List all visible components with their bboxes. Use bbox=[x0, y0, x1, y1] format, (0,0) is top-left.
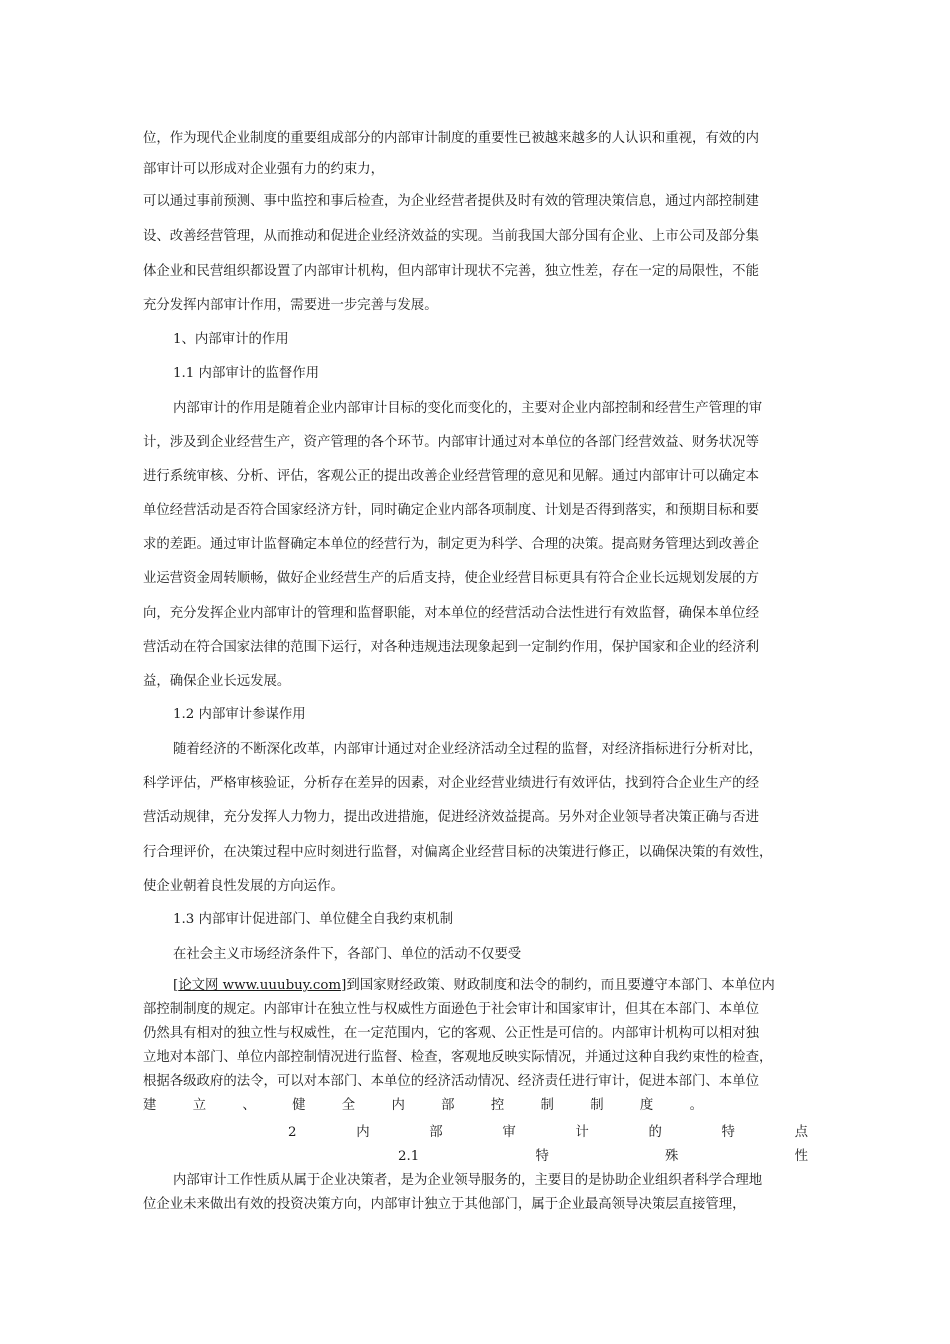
para-1-3-line-4: 仍然具有相对的独立性与权威性，在一定范围内，它的客观、公正性是可信的。内部审计机构可以相对独 bbox=[143, 1026, 759, 1041]
intro-line-5: 体企业和民营组织都设置了内部审计机构，但内部审计现状不完善，独立性差，存在一定的局限性，不能 bbox=[143, 264, 759, 279]
para-1-1-line-5: 求的差距。通过审计监督确定本单位的经营行为，制定更为科学、合理的决策。提高财务管理达到改善企 bbox=[143, 537, 759, 552]
para-1-1-line-1: 内部审计的作用是随着企业内部审计目标的变化而变化的，主要对企业内部控制和经营生产管理的审 bbox=[173, 401, 763, 416]
section-heading-2-1: 2.1特殊性 bbox=[398, 1149, 808, 1164]
section-heading-1-3: 1.3 内部审计促进部门、单位健全自我约束机制 bbox=[173, 912, 453, 927]
para-2-1-line-2: 位企业未来做出有效的投资决策方向，内部审计独立于其他部门，属于企业最高领导决策层直接管理， bbox=[143, 1197, 746, 1212]
para-1-1-line-7: 向，充分发挥企业内部审计的管理和监督职能，对本单位的经营活动合法性进行有效监督，确保本单位经 bbox=[143, 606, 759, 621]
section-heading-1-1: 1.1 内部审计的监督作用 bbox=[173, 366, 320, 381]
intro-line-1: 位，作为现代企业制度的重要组成部分的内部审计制度的重要性已被越来越多的人认识和重视，有效的内 bbox=[143, 131, 759, 146]
para-1-3-link-line bbox=[173, 977, 815, 995]
para-1-1-line-2: 计，涉及到企业经营生产，资产管理的各个环节。内部审计通过对本单位的各部门经营效益、财务状况等 bbox=[143, 435, 759, 450]
para-1-3-line-1: 在社会主义市场经济条件下，各部门、单位的活动不仅要受 bbox=[173, 947, 522, 962]
para-1-1-line-8: 营活动在符合国家法律的范围下运行，对各种违规违法现象起到一定制约作用，保护国家和企业的经济利 bbox=[143, 640, 759, 655]
intro-line-3: 可以通过事前预测、事中监控和事后检查，为企业经营者提供及时有效的管理决策信息，通过内部控制建 bbox=[143, 194, 759, 209]
para-1-2-line-5: 使企业朝着良性发展的方向运作。 bbox=[143, 879, 344, 894]
link-bracket-close: ] bbox=[341, 978, 347, 993]
para-1-3-line-2-text: 到国家财经政策、财政制度和法令的制约，而且要遵守本部门、本单位内 bbox=[346, 978, 775, 993]
para-1-1-line-6: 业运营资金周转顺畅，做好企业经营生产的后盾支持，使企业经营目标更具有符合企业长远规划发展的方 bbox=[143, 571, 759, 586]
para-1-1-line-9: 益，确保企业长远发展。 bbox=[143, 674, 291, 689]
section-heading-1: 1、内部审计的作用 bbox=[173, 332, 289, 347]
para-1-2-line-1: 随着经济的不断深化改革，内部审计通过对企业经济活动全过程的监督，对经济指标进行分析对比， bbox=[173, 742, 763, 757]
para-1-3-line-5: 立地对本部门、单位内部控制情况进行监督、检查，客观地反映实际情况，并通过这种自我约束性的检查， bbox=[143, 1050, 773, 1065]
intro-line-4: 设、改善经营管理，从而推动和促进企业经济效益的实现。当前我国大部分国有企业、上市公司及部分集 bbox=[143, 229, 759, 244]
para-1-3-line-7: 建立、健全内部控制制度。 bbox=[143, 1098, 703, 1113]
intro-line-2: 部审计可以形成对企业强有力的约束力， bbox=[143, 162, 385, 177]
para-2-1-line-1: 内部审计工作性质从属于企业决策者，是为企业领导服务的，主要目的是协助企业组织者科学合理地 bbox=[173, 1173, 763, 1188]
source-link[interactable]: 论文网 www.uuubuy.com bbox=[178, 978, 342, 993]
para-1-2-line-3: 营活动规律，充分发挥人力物力，提出改进措施，促进经济效益提高。另外对企业领导者决策正确与否进 bbox=[143, 810, 759, 825]
para-1-3-line-6: 根据各级政府的法令，可以对本部门、本单位的经济活动情况、经济责任进行审计，促进本部门、本单位 bbox=[143, 1074, 759, 1089]
para-1-1-line-3: 进行系统审核、分析、评估，客观公正的提出改善企业经营管理的意见和见解。通过内部审计可以确定本 bbox=[143, 469, 759, 484]
intro-line-6: 充分发挥内部审计作用，需要进一步完善与发展。 bbox=[143, 298, 438, 313]
para-1-2-line-4: 行合理评价，在决策过程中应时刻进行监督，对偏离企业经营目标的决策进行修正，以确保决策的有效性， bbox=[143, 845, 773, 860]
para-1-1-line-4: 单位经营活动是否符合国家经济方针，同时确定企业内部各项制度、计划是否得到落实，和预期目标和要 bbox=[143, 503, 759, 518]
section-heading-1-2: 1.2 内部审计参谋作用 bbox=[173, 707, 306, 722]
section-heading-2: 2内部审计的特点 bbox=[288, 1125, 808, 1140]
para-1-3-line-3: 部控制制度的规定。内部审计在独立性与权威性方面逊色于社会审计和国家审计，但其在本部门、本单位 bbox=[143, 1002, 759, 1017]
link-bracket-open: [ bbox=[173, 978, 179, 993]
para-1-2-line-2: 科学评估，严格审核验证，分析存在差异的因素，对企业经营业绩进行有效评估，找到符合企业生产的经 bbox=[143, 776, 759, 791]
